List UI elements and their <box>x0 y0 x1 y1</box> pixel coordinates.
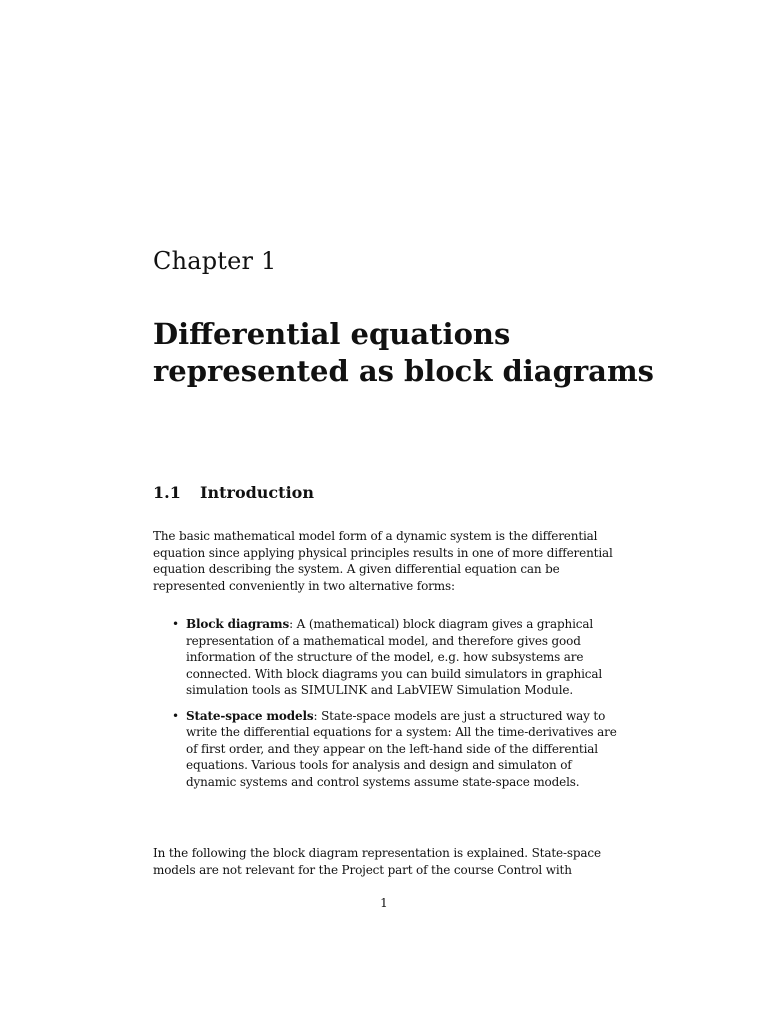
bullet-term: State-space models <box>186 708 314 723</box>
bullet-text: : A (mathematical) block diagram gives a graphical representation of a mathematical model, and therefore gives good information of the structure of the model, e.g. how subsystems are connected. With block diagrams you can build simulators in graphical simulation tools as SIMULINK and LabVIEW Simulation Module. <box>186 617 603 697</box>
intro-paragraph: The basic mathematical model form of a dynamic system is the differential equation since applying physical principles results in one of more differential equation describing the system. A given differential equation can be represented conveniently in two alternative forms: <box>153 529 613 593</box>
bullet-list <box>153 616 619 799</box>
section-heading <box>153 483 314 502</box>
follow-paragraph: In the following the block diagram representation is explained. State-space models are not relevant for the Project part of the course Control with <box>153 846 601 877</box>
chapter-title: Differential equations represented as block diagrams <box>153 317 654 388</box>
bullet-term: Block diagrams <box>186 617 290 631</box>
bullet-item-block-diagrams <box>153 616 619 699</box>
chapter-label: Chapter 1 <box>153 247 277 275</box>
bullet-dot-icon: • <box>172 708 179 723</box>
page-number: 1 <box>380 896 388 910</box>
bullet-text: : State-space models are just a structured way to write the differential equations for a system: All the time-derivatives are of first order, and they appear on the left-hand side of the differential equations. Various tools for analysis and design and simulaton of dynamic systems and control systems assume state-space models. <box>186 708 617 789</box>
bullet-dot-icon: • <box>172 617 179 631</box>
section-title: Introduction <box>200 483 314 502</box>
bullet-item-state-space <box>153 708 619 791</box>
section-number: 1.1 <box>153 483 181 502</box>
